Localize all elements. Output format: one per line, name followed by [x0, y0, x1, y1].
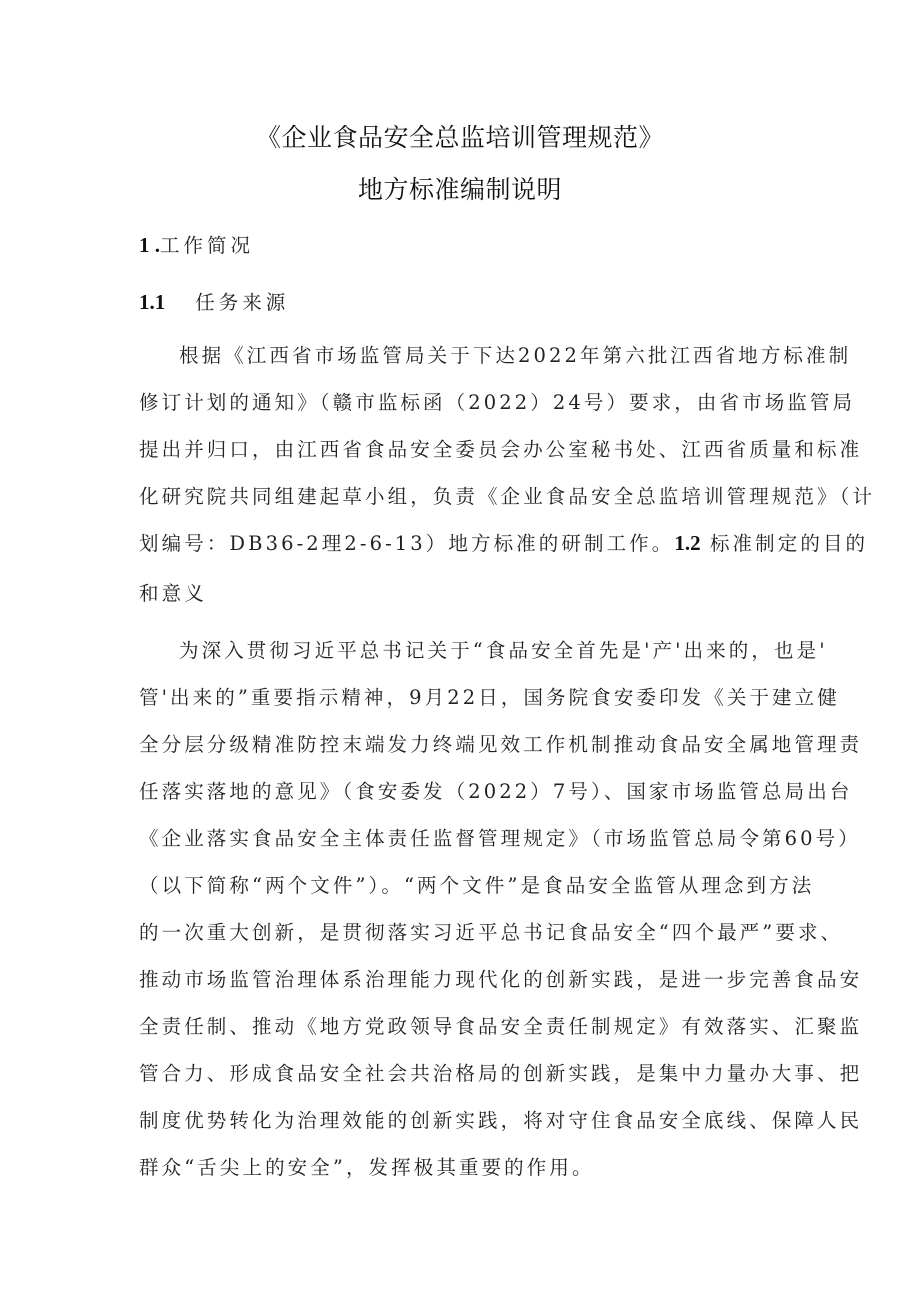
section-label: 任务来源 — [195, 291, 290, 314]
paragraph-line: 为深入贯彻习近平总书记关于“食品安全首先是'产'出来的，也是' — [179, 639, 828, 662]
section-number: 1.2 — [674, 531, 701, 555]
paragraph-line: 提出并归口，由江西省食品安全委员会办公室秘书处、江西省质量和标准 — [139, 438, 863, 461]
section-label: 标准制定的目的 — [709, 532, 869, 555]
paragraph-line: 群众“舌尖上的安全”，发挥极其重要的作用。 — [139, 1156, 595, 1179]
paragraph-text: 划编号：DB36-2理2-6-13）地方标准的研制工作。 — [139, 532, 675, 555]
paragraph-line: 化研究院共同组建起草小组，负责《企业食品安全总监培训管理规范》（计 — [139, 485, 876, 508]
section-heading-1-1 — [139, 287, 289, 315]
paragraph-line: 全责任制、推动《地方党政领导食品安全责任制规定》有效落实、汇聚监 — [139, 1015, 863, 1038]
section-number: 1.1 — [139, 290, 166, 314]
section-heading-1 — [139, 230, 254, 258]
paragraph-line: 的一次重大创新，是贯彻落实习近平总书记食品安全“四个最严”要求、 — [139, 921, 844, 944]
section-label: 工作简况 — [160, 234, 255, 257]
paragraph-line — [139, 528, 868, 556]
paragraph-line: 任落实落地的意见》（食安委发（2022）7号）、国家市场监管总局出台 — [139, 780, 853, 803]
paragraph-line: 制度优势转化为治理效能的创新实践，将对守住食品安全底线、保障人民 — [139, 1109, 863, 1132]
paragraph-line: 修订计划的通知》（赣市监标函（2022）24号）要求，由省市场监管局 — [139, 391, 856, 414]
paragraph-line: 推动市场监管治理体系治理能力现代化的创新实践，是进一步完善食品安 — [139, 968, 863, 991]
paragraph-line: 和意义 — [139, 582, 207, 605]
section-number: 1 . — [139, 233, 160, 257]
paragraph-line: 管合力、形成食品安全社会共治格局的创新实践，是集中力量办大事、把 — [139, 1062, 863, 1085]
document-title: 《企业食品安全总监培训管理规范》 — [255, 123, 664, 152]
paragraph-line: （以下简称“两个文件”）。“两个文件”是食品安全监管从理念到方法 — [139, 874, 815, 897]
paragraph-line: 管'出来的”重要指示精神，9月22日，国务院食安委印发《关于建立健 — [139, 686, 840, 709]
paragraph-line: 《企业落实食品安全主体责任监督管理规定》（市场监管总局令第60号） — [139, 827, 861, 850]
paragraph-line: 全分层分级精准防控末端发力终端见效工作机制推动食品安全属地管理责 — [139, 733, 863, 756]
document-subtitle: 地方标准编制说明 — [357, 175, 562, 204]
paragraph-line: 根据《江西省市场监管局关于下达2022年第六批江西省地方标准制 — [179, 344, 852, 367]
